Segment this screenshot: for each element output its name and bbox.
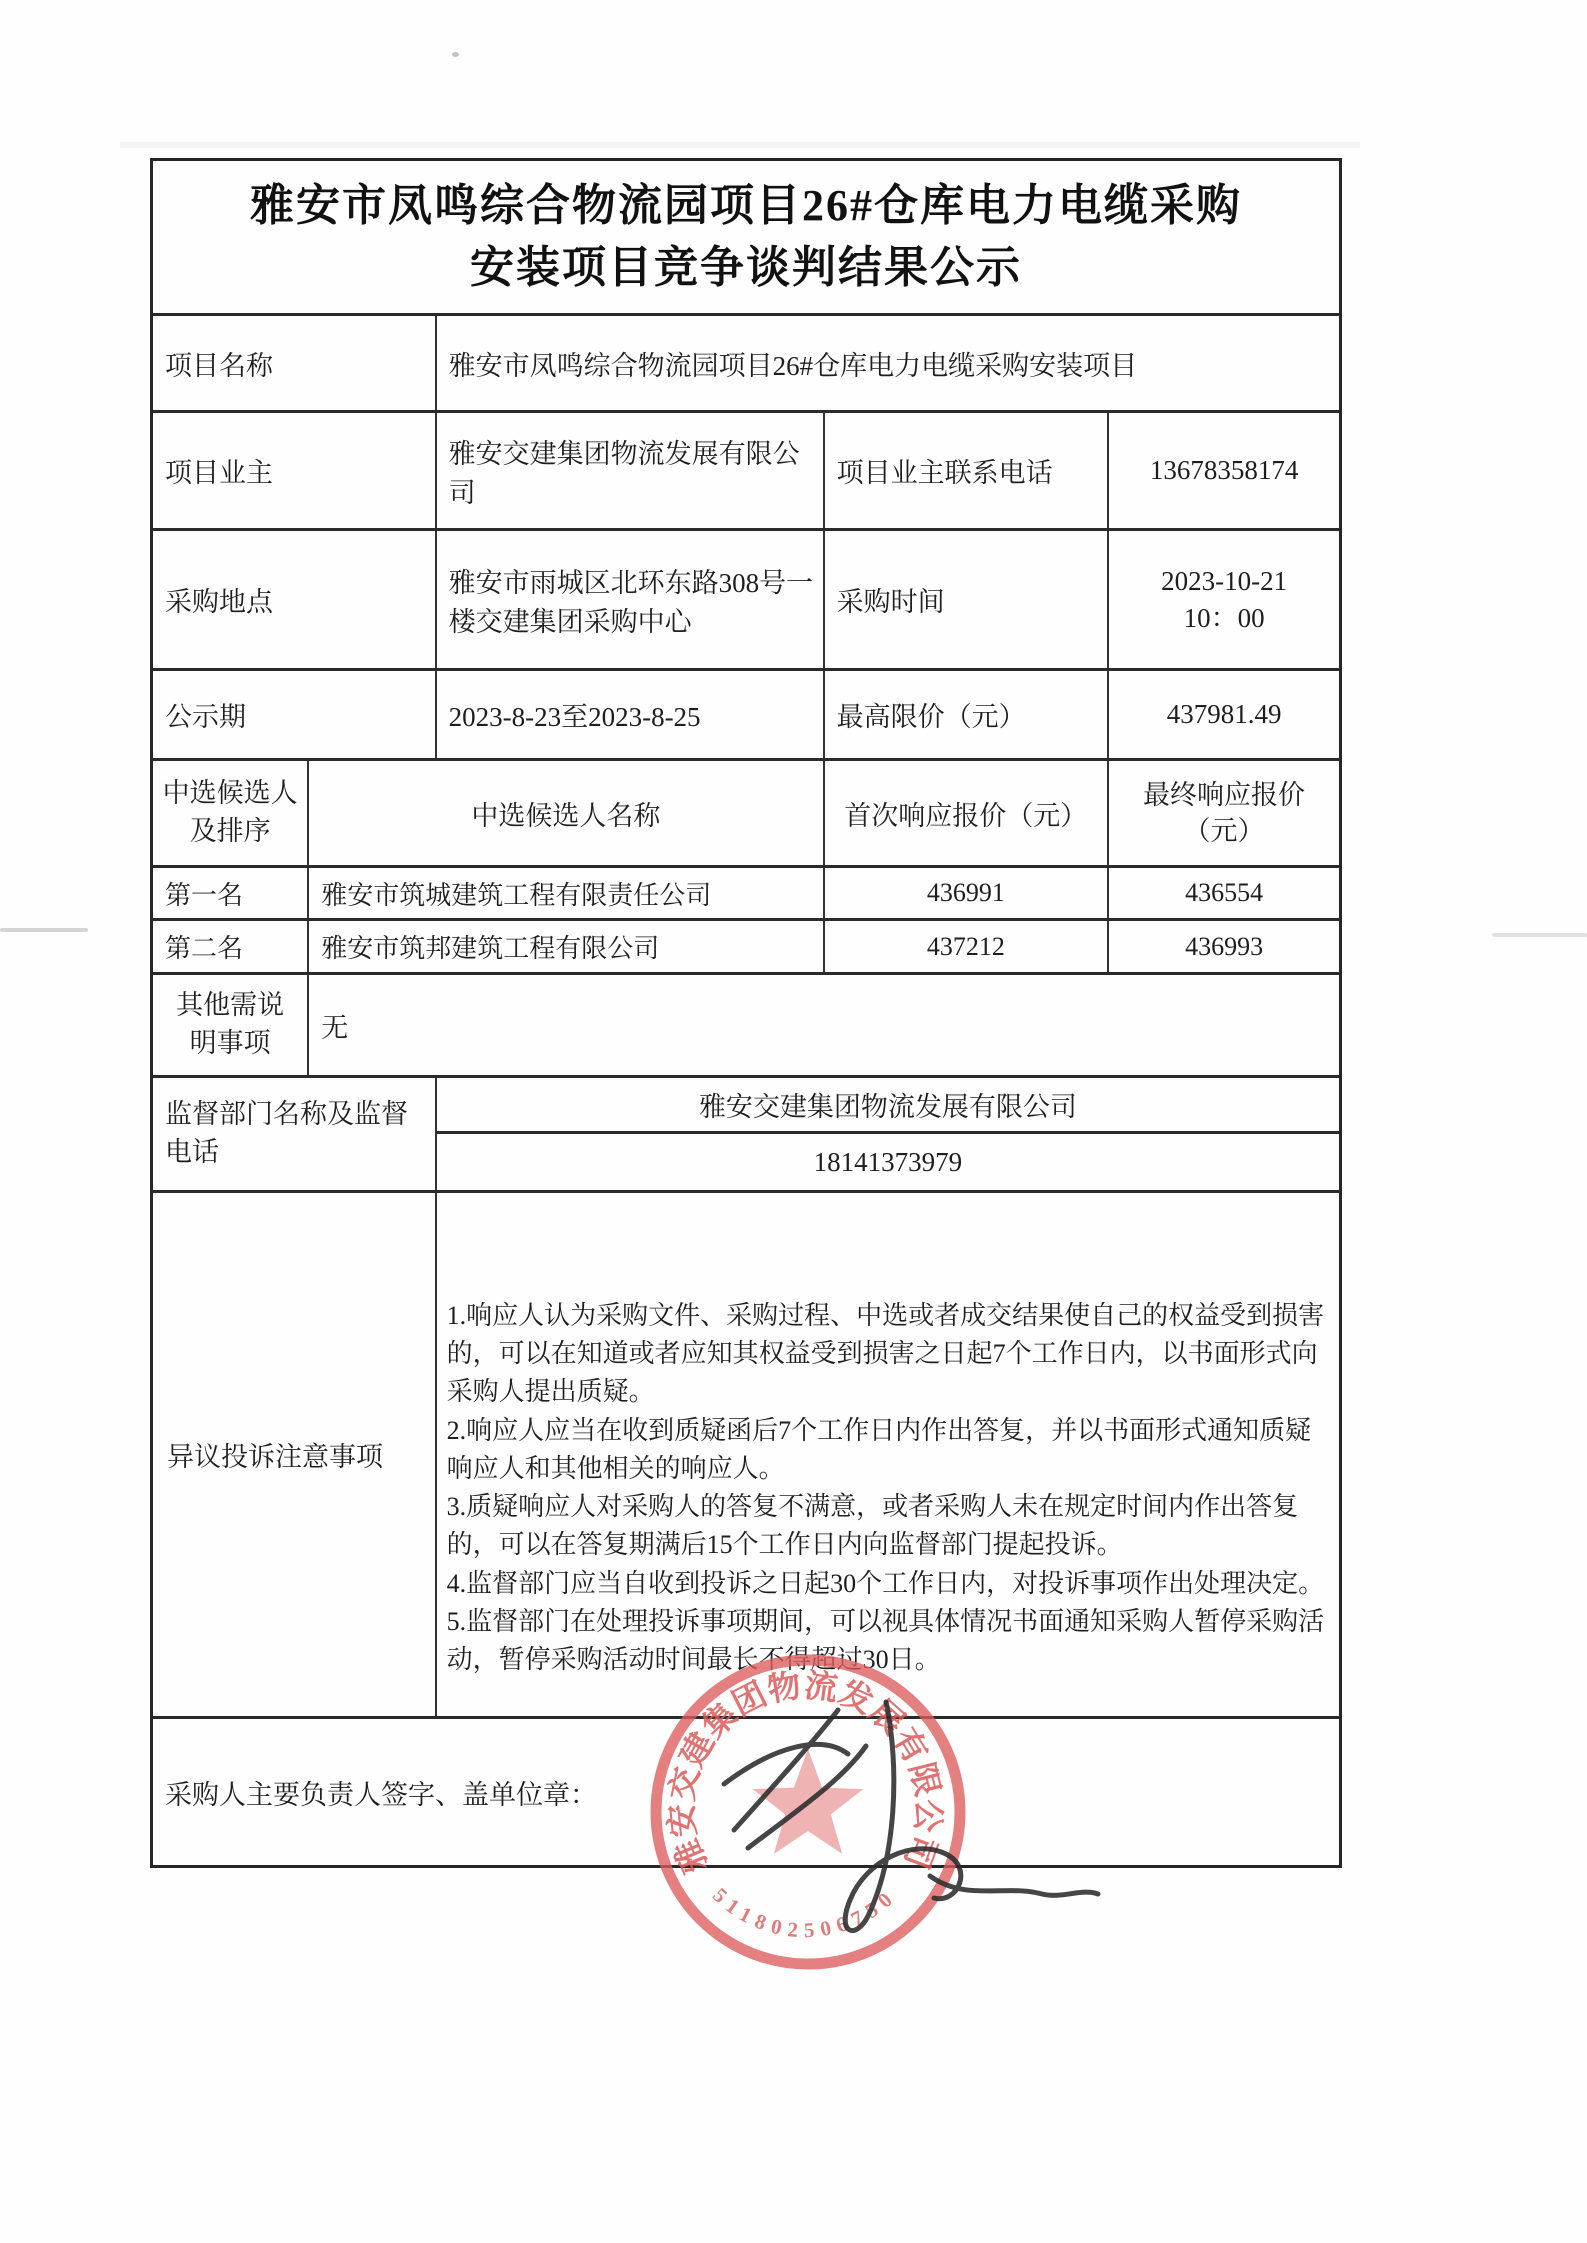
objection-item-1: 1.响应人认为采购文件、采购过程、中选或者成交结果使自己的权益受到损害的，可以在知道或者应知其权益受到损害之日起7个工作日内，以书面形式向采购人提出质疑。 [446, 1301, 1325, 1407]
location-label: 采购地点 [165, 587, 273, 617]
rank-1-first-offer: 436991 [823, 868, 1108, 918]
handwritten-signature [690, 1688, 1120, 1968]
publicity-value: 2023-8-23至2023-8-25 [435, 671, 823, 758]
owner-label: 项目业主 [165, 458, 273, 488]
objection-items [437, 1193, 1339, 1689]
signature-label: 采购人主要负责人签字、盖单位章： [165, 1779, 597, 1810]
seal-number: 511802506750 [708, 1883, 902, 1943]
title-line-1: 雅安市凤鸣综合物流园项目26#仓库电力电缆采购 [250, 180, 1242, 230]
announcement-table [150, 158, 1342, 1868]
row-publicity [153, 671, 1339, 761]
rank-2-label: 第二名 [165, 934, 244, 963]
time-value [1107, 531, 1339, 668]
rank-1-label: 第一名 [165, 880, 244, 910]
rank-2-company: 雅安市筑邦建筑工程有限公司 [307, 921, 822, 972]
objection-item-2: 2.响应人应当在收到质疑函后7个工作日内作出答复，并以书面形式通知质疑响应人和其他相关的响应人。 [446, 1415, 1312, 1483]
other-notes-label: 其他需说明事项 [176, 990, 285, 1058]
table-row-rank-1 [153, 868, 1339, 921]
scan-artifact [120, 142, 1360, 148]
row-candidates-header [153, 761, 1339, 868]
row-owner [153, 413, 1339, 531]
supervision-label: 监督部门名称及监督电话 [165, 1099, 408, 1167]
row-objection [153, 1193, 1339, 1719]
row-location [153, 531, 1339, 671]
candidates-first-offer-header: 首次响应报价（元） [823, 761, 1108, 865]
objection-item-4: 4.监督部门应当自收到投诉之日起30个工作日内，对投诉事项作出处理决定。 [446, 1568, 1325, 1598]
rank-2-final-offer: 436993 [1107, 921, 1339, 972]
seal-ring-text: 雅安交建集团物流发展有限公司 [664, 1668, 946, 1878]
row-project-name [153, 316, 1339, 413]
owner-value: 雅安交建集团物流发展有限公司 [435, 413, 823, 528]
time-hour: 10：00 [1183, 602, 1265, 633]
price-limit-label: 最高限价（元） [823, 671, 1108, 758]
objection-item-5: 5.监督部门在处理投诉事项期间，可以视具体情况书面通知采购人暂停采购活动，暂停采购活动时间最长不得超过30日。 [446, 1606, 1325, 1674]
rank-1-company: 雅安市筑城建筑工程有限责任公司 [307, 868, 822, 918]
title-line-2: 安装项目竞争谈判结果公示 [470, 243, 1022, 292]
owner-phone-label: 项目业主联系电话 [823, 413, 1108, 528]
objection-item-3: 3.质疑响应人对采购人的答复不满意，或者采购人未在规定时间内作出答复的，可以在答复期满后15个工作日内向监督部门提起投诉。 [446, 1492, 1299, 1560]
owner-phone-value: 13678358174 [1107, 413, 1339, 528]
scan-artifact [1492, 933, 1587, 937]
rank-2-first-offer: 437212 [823, 921, 1108, 972]
candidates-final-offer-header: 最终响应报价（元） [1107, 761, 1339, 865]
rank-1-final-offer: 436554 [1107, 868, 1339, 918]
supervision-org: 雅安交建集团物流发展有限公司 [437, 1078, 1339, 1134]
table-row-rank-2 [153, 921, 1339, 975]
project-name-value: 雅安市凤鸣综合物流园项目26#仓库电力电缆采购安装项目 [435, 316, 1339, 410]
price-limit-value: 437981.49 [1107, 671, 1339, 758]
project-name-label: 项目名称 [165, 350, 273, 381]
time-date: 2023-10-21 [1161, 566, 1288, 597]
scan-artifact [0, 928, 88, 932]
time-label: 采购时间 [823, 531, 1108, 668]
candidates-rank-header: 中选候选人及排序 [162, 778, 298, 846]
publicity-label: 公示期 [165, 702, 246, 732]
other-notes-value: 无 [307, 975, 1339, 1075]
candidates-name-header: 中选候选人名称 [307, 761, 822, 865]
row-supervision [153, 1078, 1339, 1193]
page-title [153, 161, 1339, 316]
objection-label: 异议投诉注意事项 [167, 1442, 383, 1472]
scan-artifact [452, 52, 459, 57]
row-other-notes [153, 975, 1339, 1078]
supervision-phone: 18141373979 [813, 1146, 963, 1177]
location-value: 雅安市雨城区北环东路308号一楼交建集团采购中心 [435, 531, 823, 668]
